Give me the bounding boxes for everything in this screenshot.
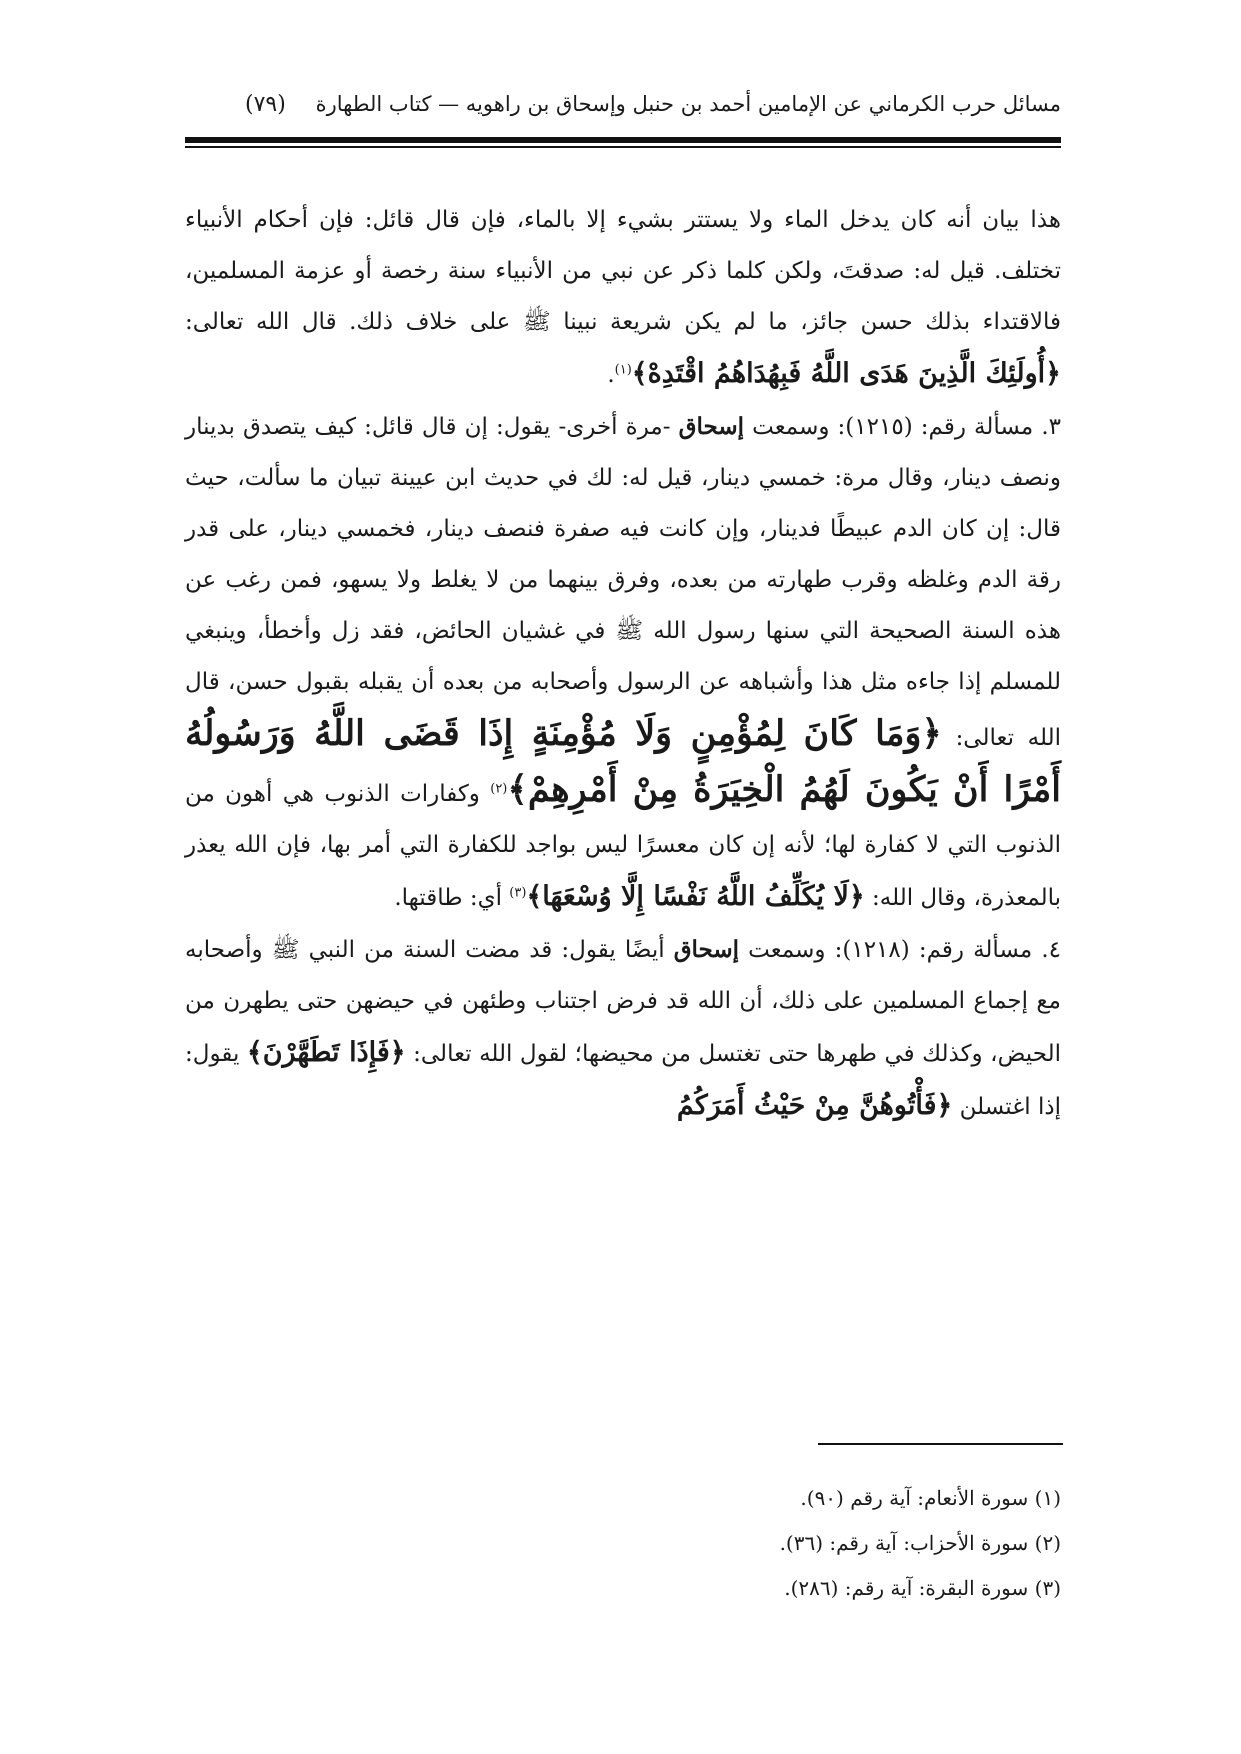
quran-verse-3: ﴿لَا يُكَلِّفُ اللَّهُ نَفْسًا إِلَّا وُسْعَهَا﴾	[526, 881, 865, 912]
issue-1215-text: -مرة أخرى- يقول: إن قال قائل: كيف يتصدق بدينار ونصف دينار، وقال مرة: خمسي دينار، قيل له: لك في حديث ابن عيينة تبيان ما سألت، حيث قال: إن كان الدم عبيطًا فدينار، وإن كانت فيه صفرة فنصف دينار، فخمسي دينار، على قدر رقة الدم وغلظه وقرب طهارته من بعده، وفرق بينهما من لا يغلط ولا يسهو، فمن رغب عن هذه السنة الصحيحة التي سنها رسول الله ﷺ في غشيان الحائض، فقد زل وأخطأ، وينبغي للمسلم إذا جاءه مثل هذا وأشباهه عن الرسول وأصحابه من بعده أن يقبله بقبول حسن، قال الله تعالى:	[185, 414, 1061, 751]
paragraph-1-text: هذا بيان أنه كان يدخل الماء ولا يستتر بشيء إلا بالماء، فإن قال قائل: فإن أحكام الأنبياء تختلف. قيل له: صدقتَ، ولكن كلما ذكر عن نبي من الأنبياء سنة رخصة أو عزمة المسلمين، فالاقتداء بذلك حسن جائز، ما لم يكن شريعة نبينا ﷺ على خلاف ذلك. قال الله تعالى:	[185, 207, 1061, 335]
issue-1215-end: أي: طاقتها.	[394, 885, 510, 911]
footnote-ref-1: (١)	[614, 362, 632, 378]
footnote-ref-2: (٢)	[490, 781, 508, 797]
issue-1218	[185, 924, 1061, 1133]
page-number: (٧٩)	[245, 92, 286, 117]
issue-1215-narrator: إسحاق	[678, 413, 744, 440]
main-text	[185, 195, 1061, 1133]
footnote-separator	[818, 1443, 1063, 1445]
footnote-ref-3: (٣)	[509, 885, 527, 901]
footnote-2: (٢) سورة الأحزاب: آية رقم: (٣٦).	[779, 1531, 1061, 1555]
footnote-1: (١) سورة الأنعام: آية رقم (٩٠).	[800, 1486, 1061, 1510]
issue-1218-narrator: إسحاق	[673, 936, 740, 963]
quran-verse-5: ﴿فَأْتُوهُنَّ مِنْ حَيْثُ أَمَرَكُمُ	[676, 1090, 953, 1121]
quran-verse-1: ﴿أُولَئِكَ الَّذِينَ هَدَى اللَّهُ فَبِهُدَاهُمُ اقْتَدِهْ﴾	[631, 358, 1061, 389]
issue-1218-text-2: يقول: إذا اغتسلن	[185, 1041, 1061, 1120]
running-header	[185, 86, 1061, 126]
header-rule-thick	[185, 137, 1061, 143]
issue-1218-text: أيضًا يقول: قد مضت السنة من النبي ﷺ وأصحابه مع إجماع المسلمين على ذلك، أن الله قد فرض اجتناب وطئهن في حيضهن حتى يطهرن من الحيض، وكذلك في طهرها حتى تغتسل من محيضها؛ لقول الله تعالى:	[185, 937, 1061, 1067]
paragraph-1	[185, 195, 1061, 401]
header-title: مسائل حرب الكرماني عن الإمامين أحمد بن حنبل وإسحاق بن راهويه — كتاب الطهارة	[315, 92, 1061, 116]
paragraph-1-end: .	[607, 362, 615, 388]
quran-verse-2: ﴿وَمَا كَانَ لِمُؤْمِنٍ وَلَا مُؤْمِنَةٍ إِذَا قَضَى اللَّهُ وَرَسُولُهُ أَمْرًا أَنْ يَكُونَ لَهُمُ الْخِيَرَةُ مِنْ أَمْرِهِمْ﴾	[185, 713, 1061, 810]
issue-1215-text-2: وكفارات الذنوب هي أهون من الذنوب التي لا كفارة لها؛ لأنه إن كان معسرًا ليس بواجد للكفارة التي أمر بها، فإن الله يعذر بالمعذرة، وقال الله:	[185, 781, 1061, 911]
quran-verse-4: ﴿فَإِذَا تَطَهَّرْنَ﴾	[246, 1037, 406, 1068]
footnote-3: (٣) سورة البقرة: آية رقم: (٢٨٦).	[784, 1576, 1061, 1600]
issue-1215	[185, 401, 1061, 924]
issue-1215-start: ٣. مسألة رقم: (١٢١٥): وسمعت	[744, 414, 1062, 440]
issue-1218-start: ٤. مسألة رقم: (١٢١٨): وسمعت	[739, 937, 1062, 963]
header-rule-thin	[185, 146, 1061, 148]
footnotes	[185, 1476, 1061, 1611]
